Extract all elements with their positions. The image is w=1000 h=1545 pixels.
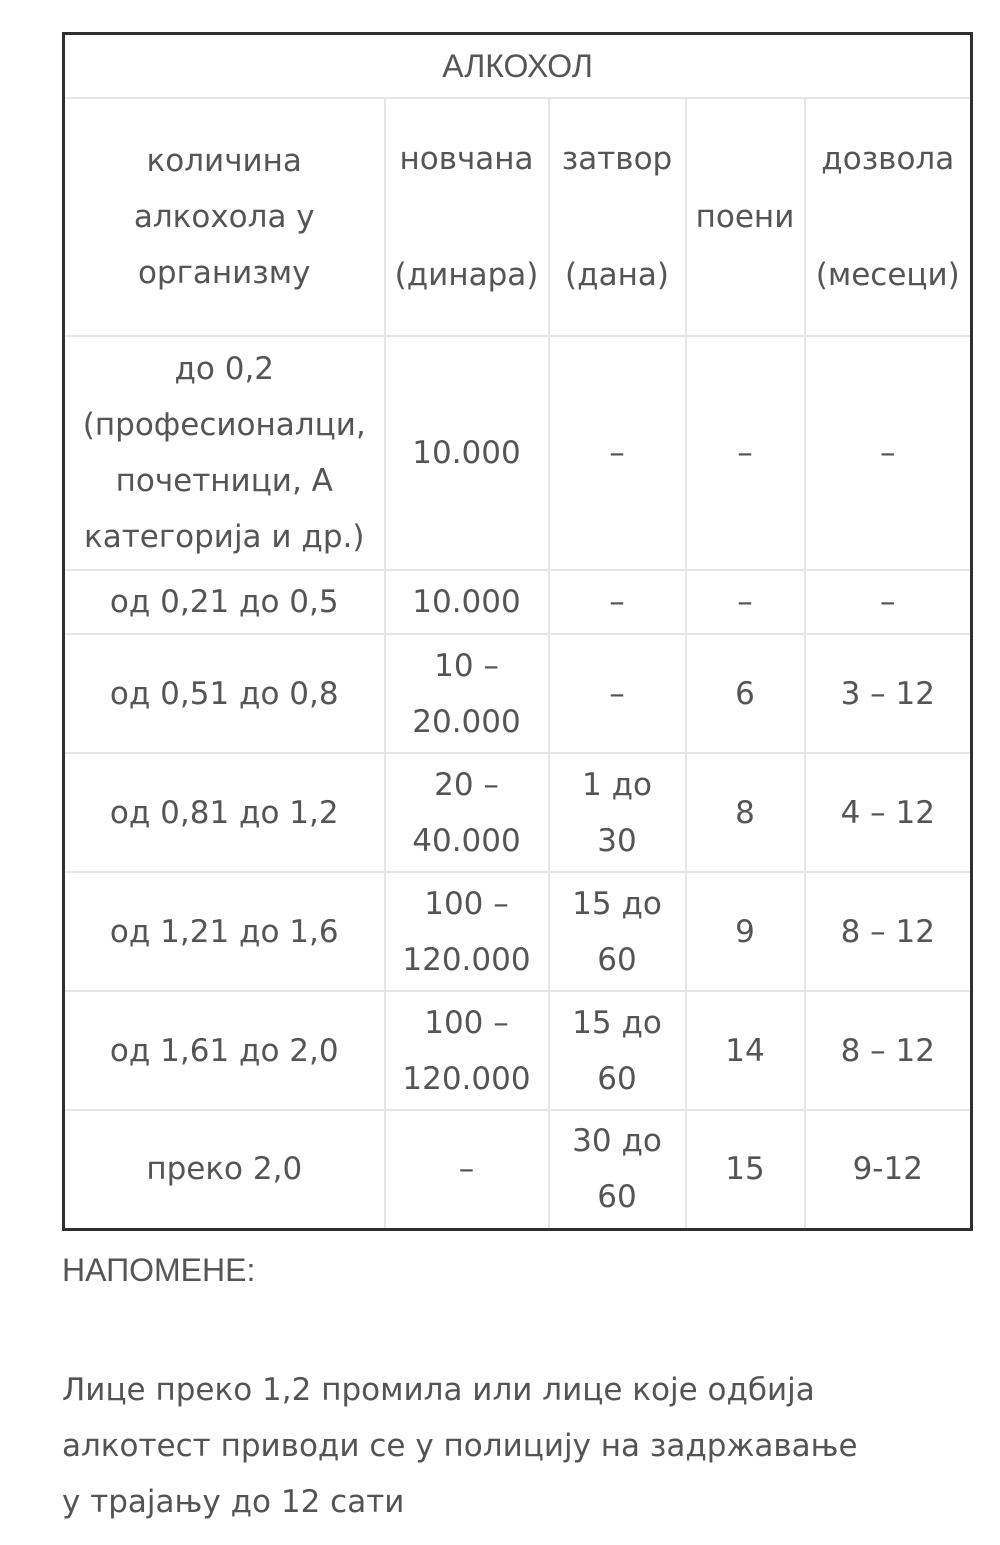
header-jail-unit: (дана) xyxy=(565,257,669,293)
cell-points: 6 xyxy=(686,634,805,753)
cell-fine: – xyxy=(385,1110,549,1229)
cell-fine xyxy=(385,872,549,991)
cell-license: 4 – 12 xyxy=(805,753,972,872)
cell-jail xyxy=(549,991,686,1110)
header-amount-line: алкохола у xyxy=(133,199,315,235)
cell-fine-line: 100 – xyxy=(424,1004,509,1041)
header-jail-line: затвор xyxy=(561,141,673,177)
header-points: поени xyxy=(686,98,805,336)
cell-license: 8 – 12 xyxy=(805,872,972,991)
alcohol-penalties-section xyxy=(62,32,970,1231)
cell-jail-line: 60 xyxy=(597,1060,637,1097)
cell-amount: од 0,51 до 0,8 xyxy=(64,634,385,753)
cell-jail-line: 60 xyxy=(597,941,637,978)
cell-amount-line: до 0,2 xyxy=(174,351,275,387)
cell-fine-line: 120.000 xyxy=(402,1060,531,1097)
cell-points: 8 xyxy=(686,753,805,872)
table-row xyxy=(64,991,972,1110)
cell-amount: од 1,61 до 2,0 xyxy=(64,991,385,1110)
cell-fine-line: 40.000 xyxy=(412,822,521,859)
table-header-row xyxy=(64,98,972,336)
cell-fine: 10.000 xyxy=(385,570,549,634)
cell-jail xyxy=(549,753,686,872)
cell-license: 8 – 12 xyxy=(805,991,972,1110)
cell-jail: – xyxy=(549,336,686,570)
cell-points: 15 xyxy=(686,1110,805,1229)
cell-fine xyxy=(385,634,549,753)
cell-fine xyxy=(385,991,549,1110)
header-fine xyxy=(385,98,549,336)
cell-license: – xyxy=(805,570,972,634)
header-license xyxy=(805,98,972,336)
table-title-row xyxy=(64,34,972,99)
header-amount-line: организму xyxy=(137,255,311,291)
cell-fine-line: 120.000 xyxy=(402,941,531,978)
notes-body xyxy=(62,1362,962,1530)
cell-license: 3 – 12 xyxy=(805,634,972,753)
cell-fine: 10.000 xyxy=(385,336,549,570)
cell-fine-line: 20 – xyxy=(434,766,499,803)
header-fine-unit: (динара) xyxy=(394,257,539,293)
cell-jail xyxy=(549,1110,686,1229)
cell-amount xyxy=(64,336,385,570)
notes-line: у трајању до 12 сати xyxy=(62,1484,405,1520)
cell-jail: – xyxy=(549,570,686,634)
cell-jail-line: 15 до xyxy=(572,1004,662,1041)
notes-line: Лице преко 1,2 промила или лице које одбија xyxy=(62,1372,815,1408)
header-license-unit: (месеци) xyxy=(815,257,960,293)
header-amount-line: количина xyxy=(146,143,302,179)
cell-points: – xyxy=(686,336,805,570)
alcohol-penalties-table xyxy=(62,32,973,1231)
cell-license: – xyxy=(805,336,972,570)
table-title: АЛКОХОЛ xyxy=(64,34,972,99)
cell-jail-line: 15 до xyxy=(572,885,662,922)
table-row xyxy=(64,336,972,570)
cell-amount-line: (професионалци, xyxy=(82,407,366,443)
cell-amount-line: почетници, А xyxy=(115,463,333,499)
cell-jail: – xyxy=(549,634,686,753)
cell-jail-line: 30 до xyxy=(572,1123,662,1160)
cell-fine-line: 10 – xyxy=(434,647,499,684)
table-row xyxy=(64,570,972,634)
cell-license: 9-12 xyxy=(805,1110,972,1229)
table-row xyxy=(64,753,972,872)
header-license-line: дозвола xyxy=(821,141,955,177)
cell-amount: од 0,21 до 0,5 xyxy=(64,570,385,634)
cell-amount: од 1,21 до 1,6 xyxy=(64,872,385,991)
table-row xyxy=(64,634,972,753)
cell-amount-line: категорија и др.) xyxy=(84,519,365,555)
cell-amount: преко 2,0 xyxy=(64,1110,385,1229)
cell-points: 9 xyxy=(686,872,805,991)
cell-jail-line: 60 xyxy=(597,1179,637,1216)
notes-title: НАПОМЕНЕ: xyxy=(62,1252,256,1288)
cell-jail-line: 30 xyxy=(597,822,637,859)
header-jail xyxy=(549,98,686,336)
cell-points: 14 xyxy=(686,991,805,1110)
cell-fine-line: 20.000 xyxy=(412,703,521,740)
cell-points: – xyxy=(686,570,805,634)
table-row xyxy=(64,872,972,991)
cell-fine-line: 100 – xyxy=(424,885,509,922)
table-row xyxy=(64,1110,972,1229)
cell-jail xyxy=(549,872,686,991)
header-amount xyxy=(64,98,385,336)
cell-fine xyxy=(385,753,549,872)
header-fine-line: новчана xyxy=(399,141,534,177)
cell-amount: од 0,81 до 1,2 xyxy=(64,753,385,872)
notes-line: алкотест приводи се у полицију на задржавање xyxy=(62,1428,858,1464)
cell-jail-line: 1 до xyxy=(582,766,652,803)
